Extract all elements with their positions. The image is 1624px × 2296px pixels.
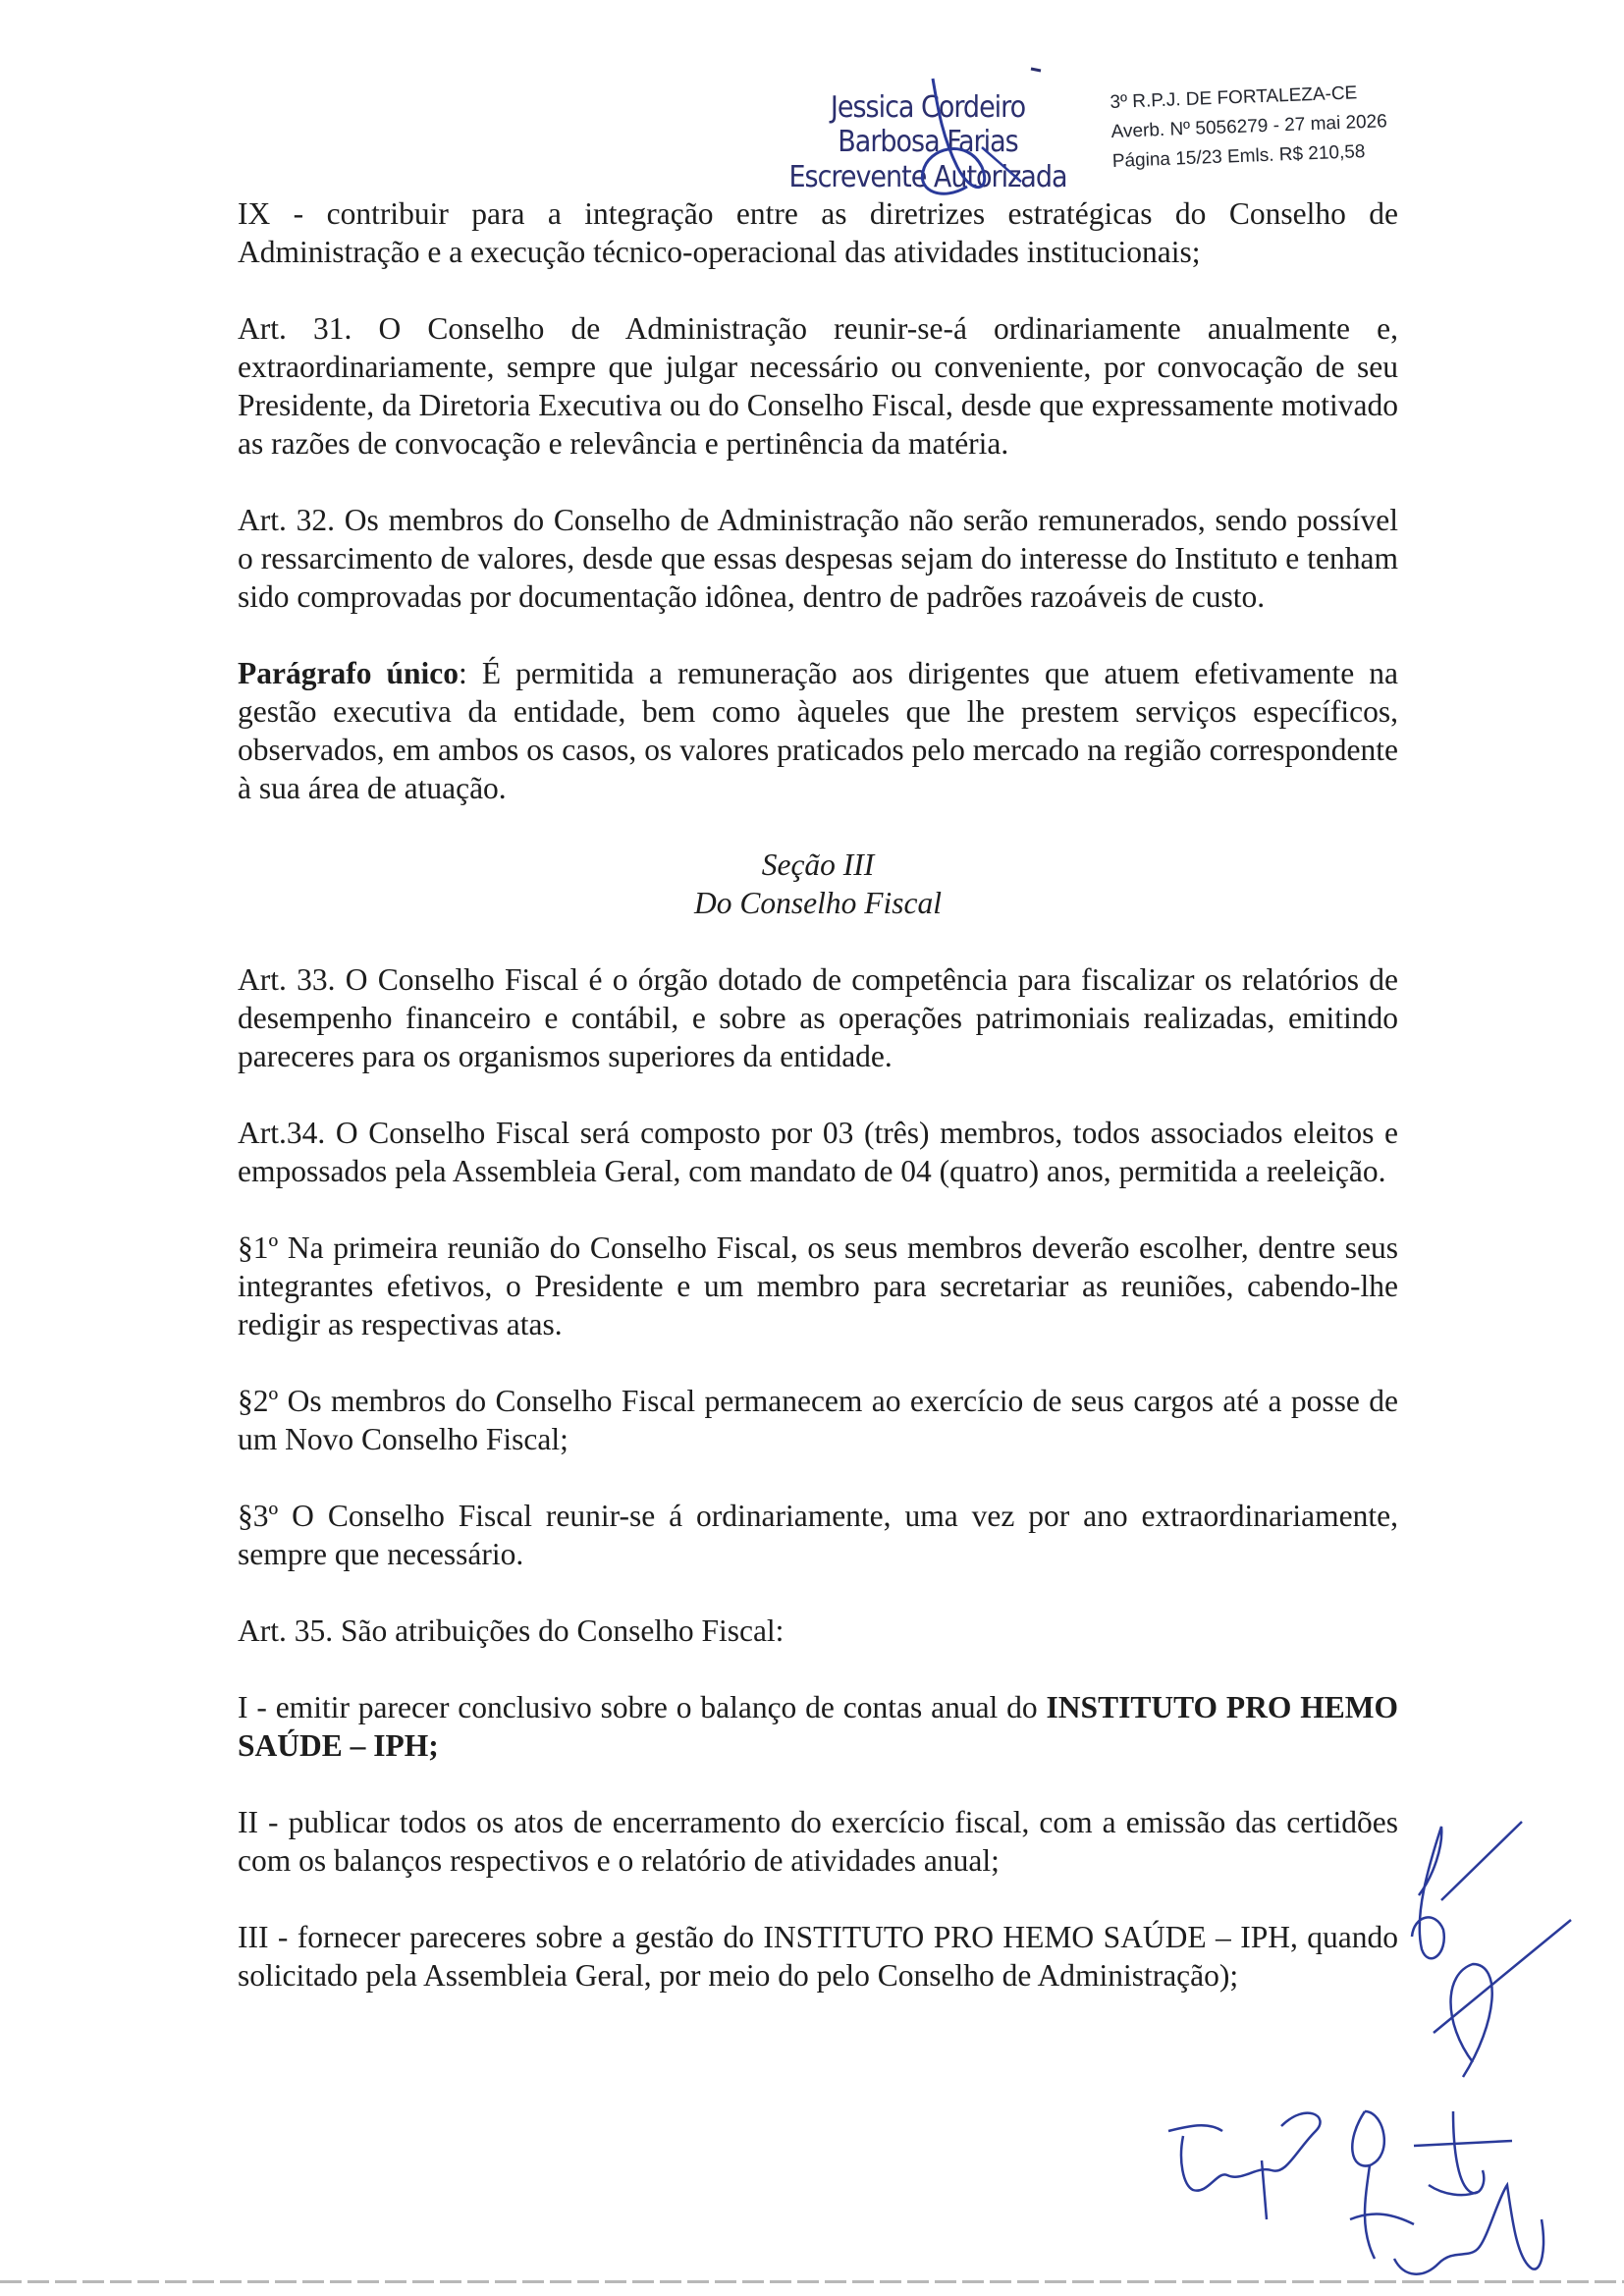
article-34: Art.34. O Conselho Fiscal será composto por 03 (três) membros, todos associados eleitos e empossados pela Assembleia Geral, com mandato de 04 (quatro) anos, permitida a reeleição. bbox=[238, 1116, 1398, 1188]
paragraph-3: §3º O Conselho Fiscal reunir-se á ordinariamente, uma vez por ano extraordinariamente, sempre que necessário. bbox=[238, 1499, 1398, 1571]
notary-role: Escrevente Autorizada bbox=[788, 159, 1067, 194]
item-i bbox=[238, 1688, 1398, 1765]
section-heading bbox=[238, 846, 1398, 922]
item-i-institute: INSTITUTO PRO HEMO SAÚDE – IPH; bbox=[238, 1690, 1399, 1763]
paragrafo-unico-label: Parágrafo único bbox=[238, 656, 460, 690]
paragrafo-unico-text: : É permitida a remuneração aos dirigentes que atuem efetivamente na gestão executiva da entidade, bem como àqueles que lhe prestem serviços específicos, observados, em ambos os casos, os valores praticados pelo mercado na região correspondente à sua área de atuação. bbox=[238, 656, 1398, 805]
paragrafo-unico bbox=[238, 654, 1398, 807]
article-32: Art. 32. Os membros do Conselho de Administração não serão remunerados, sendo possível o ressarcimento de valores, desde que essas despesas sejam do interesse do Instituto e tenham sido comprovadas por documentação idônea, dentro de padrões razoáveis de custo. bbox=[238, 503, 1398, 614]
footer-rule bbox=[0, 2280, 1624, 2283]
article-31: Art. 31. O Conselho de Administração reunir-se-á ordinariamente anualmente e, extraordinariamente, sempre que julgar necessário ou conveniente, por convocação de seu Presidente, da Diretoria Executiva ou do Conselho Fiscal, desde que expressamente motivado as razões de convocação e relevância e pertinência da matéria. bbox=[238, 311, 1398, 461]
item-ii: II - publicar todos os atos de encerramento do exercício fiscal, com a emissão das certidões com os balanços respectivos e o relatório de atividades anual; bbox=[238, 1805, 1398, 1878]
section-number: Seção III bbox=[761, 847, 875, 882]
registry-stamp bbox=[1110, 77, 1427, 177]
article-35: Art. 35. São atribuições do Conselho Fiscal: bbox=[238, 1613, 785, 1648]
paragraph-ix: IX - contribuir para a integração entre as diretrizes estratégicas do Conselho de Administração e a execução técnico-operacional das atividades institucionais; bbox=[238, 196, 1398, 269]
paragraph-1: §1º Na primeira reunião do Conselho Fiscal, os seus membros deverão escolher, dentre seus integrantes efetivos, o Presidente e um membro para secretariar as reuniões, cabendo-lhe redigir as respectivas atas. bbox=[238, 1230, 1398, 1341]
article-33: Art. 33. O Conselho Fiscal é o órgão dotado de competência para fiscalizar os relatórios de desempenho financeiro e contábil, e sobre as operações patrimoniais realizadas, emitindo pareceres para os organismos superiores da entidade. bbox=[238, 962, 1398, 1073]
registry-page: Página 15/23 Emls. R$ 210,58 bbox=[1111, 141, 1366, 172]
document-body bbox=[238, 194, 1398, 2033]
notary-stamp-name bbox=[785, 90, 1070, 194]
registry-office: 3º R.P.J. DE FORTALEZA-CE bbox=[1110, 82, 1358, 113]
item-i-text: I - emitir parecer conclusivo sobre o balanço de contas anual do bbox=[238, 1690, 1047, 1724]
registry-number: Averb. Nº 5056279 - 27 mai 2026 bbox=[1110, 111, 1388, 142]
section-title: Do Conselho Fiscal bbox=[694, 886, 942, 920]
paragraph-2: §2º Os membros do Conselho Fiscal permanecem ao exercício de seus cargos até a posse de um Novo Conselho Fiscal; bbox=[238, 1384, 1398, 1456]
item-iii: III - fornecer pareceres sobre a gestão do INSTITUTO PRO HEMO SAÚDE – IPH, quando solicitado pela Assembleia Geral, por meio do pelo Conselho de Administração); bbox=[238, 1920, 1398, 1993]
notary-name: Jessica Cordeiro Barbosa Farias bbox=[830, 90, 1026, 160]
